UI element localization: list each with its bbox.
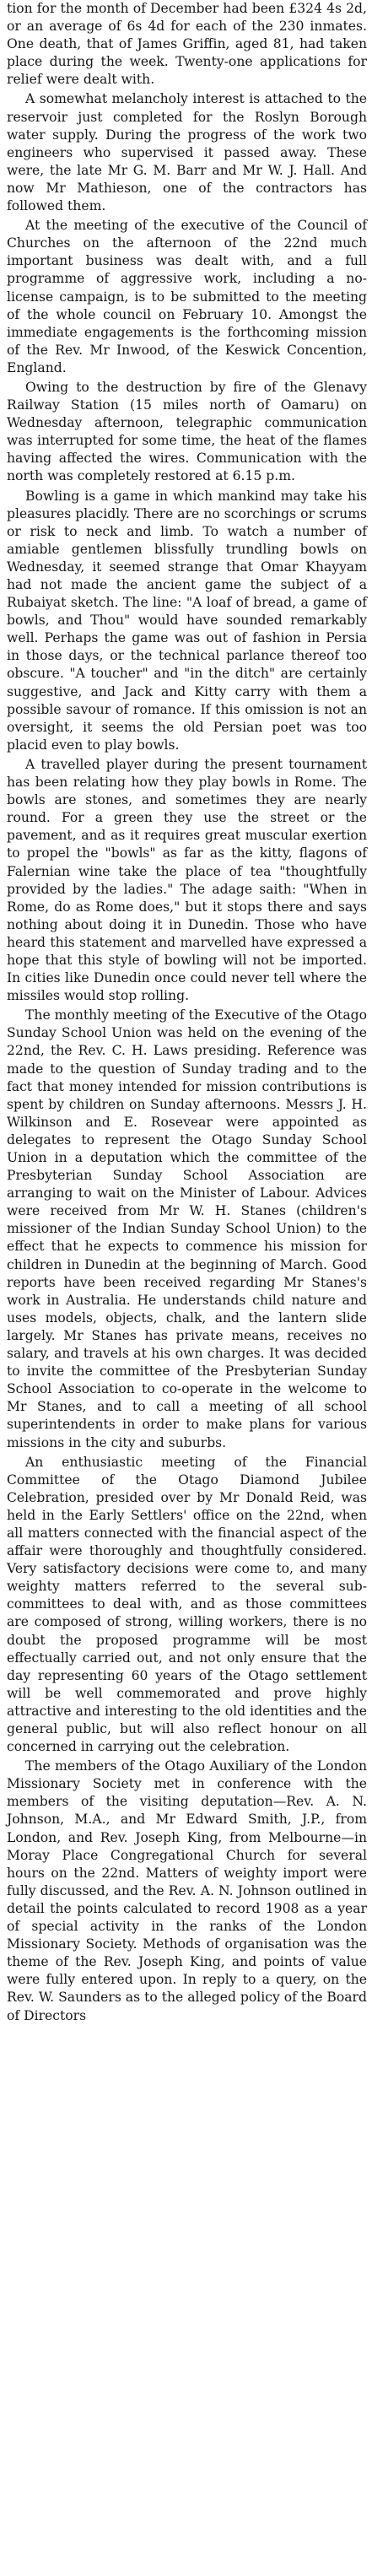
- article-paragraph-bowls-in-rome: A travelled player during the present tournament has been relating how they play bowls in Rome. The bowls are stones, and sometimes they are nearly round. For a green they use the street or the pavement, and as it requires great muscular exertion to propel the "bowls" as far as the kitty, flagons of Falernian wine take the place of tea "thoughtfully provided by the ladies." The adage saith: "When in Rome, do as Rome does," but it stops there and says nothing about doing it in Dunedin. Those who have heard this statement and marvelled have expressed a hope that this style of bowling will not be imported. In cities like Dunedin once could never tell where the missiles would stop rolling.: [7, 756, 367, 1004]
- article-paragraph-missionary-society: The members of the Otago Auxiliary of the London Missionary Society met in conference with the members of the visiting deputation—Rev. A. N. Johnson, M.A., and Mr Edward Smith, J.P., from London, and Rev. Joseph King, from Melbourne—in Moray Place Congregational Church for several hours on the 22nd. Matters of weighty import were fully discussed, and the Rev. A. N. Johnson outlined in detail the points calculated to record 1908 as a year of special activity in the ranks of the London Missionary Society. Methods of organisation was the theme of the Rev. Joseph King, and points of value were fully entered upon. In reply to a query, on the Rev. W. Saunders as to the alleged policy of the Board of Directors: [7, 1758, 367, 2023]
- article-paragraph-bowling: Bowling is a game in which mankind may take his pleasures placidly. There are no scorchings or scrums or risk to neck and limb. To watch a number of amiable gentlemen blissfully trundling bowls on Wednesday, it seemed strange that Omar Khayyam had not made the ancient game the subject of a Rubaiyat sketch. The line: "A loaf of bread, a game of bowls, and Thou" would have sounded remarkably well. Perhaps the game was out of fashion in Persia in those days, or the technical parlance thereof too obscure. "A toucher" and "in the ditch" are certainly suggestive, and Jack and Kitty carry with them a possible savour of romance. If this omission is not an oversight, it seems the old Persian poet was too placid even to play bowls.: [7, 488, 367, 753]
- article-paragraph-diamond-jubilee: An enthusiastic meeting of the Financial Committee of the Otago Diamond Jubilee Celebration, presided over by Mr Donald Reid, was held in the Early Settlers' office on the 22nd, when all matters connected with the financial aspect of the affair were thoroughly and thoughtfully considered. Very satisfactory decisions were come to, and many weighty matters referred to the several sub-committees to deal with, and as those committees are composed of strong, willing workers, there is no doubt the proposed programme will be most effectually carried out, and not only ensure that the day representing 60 years of the Otago settlement will be well commemorated and prove highly attractive and interesting to the old identities and the general public, but will also reflect honour on all concerned in carrying out the celebration.: [7, 1454, 367, 1755]
- article-paragraph-sunday-school-union: The monthly meeting of the Executive of the Otago Sunday School Union was held on the evening of the 22nd, the Rev. C. H. Laws presiding. Reference was made to the question of Sunday trading and to the fact that money intended for mission contributions is spent by children on Sunday afternoons. Messrs J. H. Wilkinson and E. Rosevear were appointed as delegates to represent the Otago Sunday School Union in a deputation which the committee of the Presbyterian Sunday School Association are arranging to wait on the Minister of Labour. Advices were received from Mr W. H. Stanes (children's missioner of the Indian Sunday School Union) to the effect that he expects to commence his mission for children in Dunedin at the beginning of March. Good reports have been received regarding Mr Stanes's work in Australia. He understands child nature and uses models, objects, chalk, and the lantern slide largely. Mr Stanes has private means, receives no salary, and travels at his own charges. It was decided to invite the committee of the Presbyterian Sunday School Association to co-operate in the welcome to Mr Stanes, and to call a meeting of all school superintendents in order to make plans for various missions in the city and suburbs.: [7, 1007, 367, 1450]
- article-paragraph-council-of-churches: At the meeting of the executive of the Council of Churches on the afternoon of the 22nd much important business was dealt with, and a full programme of aggressive work, including a no-license campaign, is to be submitted to the meeting of the whole council on February 10. Amongst the immediate engagements is the forthcoming mission of the Rev. Mr Inwood, of the Keswick Concention, England.: [7, 218, 367, 375]
- article-paragraph-glenavy-fire: Owing to the destruction by fire of the Glenavy Railway Station (15 miles north of Oamaru) on Wednesday afternoon, telegraphic communication was interrupted for some time, the heat of the flames having affected the wires. Communication with the north was completely restored at 6.15 p.m.: [7, 379, 367, 484]
- article-paragraph-poor-relief: tion for the month of December had been £324 4s 2d, or an average of 6s 4d for each of the 230 inmates. One death, that of James Griffin, aged 81, had taken place during the week. Twenty-one applications for relief were dealt with.: [7, 1, 367, 88]
- article-paragraph-roslyn-reservoir: A somewhat melancholy interest is attached to the reservoir just completed for the Roslyn Borough water supply. During the progress of the work two engineers who supervised it passed away. These were, the late Mr G. M. Barr and Mr W. J. Hall. And now Mr Mathieson, one of the contractors has followed them.: [7, 91, 367, 214]
